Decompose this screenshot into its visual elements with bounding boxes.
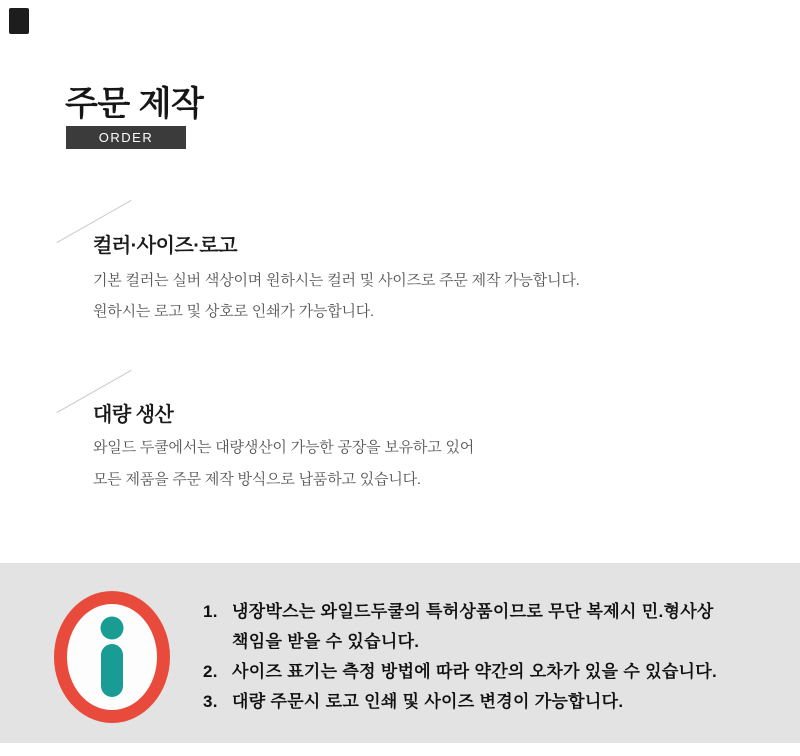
notice-item-line: 대량 주문시 로고 인쇄 및 사이즈 변경이 가능합니다. — [232, 692, 624, 711]
section-body-line: 기본 컬러는 실버 색상이며 원하시는 컬러 및 사이즈로 주문 제작 가능합니다. — [93, 272, 580, 289]
notice-item-text — [232, 687, 783, 717]
notice-item-line: 사이즈 표기는 측정 방법에 따라 약간의 오차가 있을 수 있습니다. — [232, 662, 718, 681]
notice-list — [203, 597, 783, 717]
section-body-line: 원하시는 로고 및 상호로 인쇄가 가능합니다. — [93, 303, 375, 320]
info-icon — [54, 591, 170, 723]
section-heading-mass-production: 대량 생산 — [93, 404, 174, 426]
notice-item — [203, 597, 783, 657]
order-badge — [66, 126, 186, 149]
notice-item-number: 1. — [203, 602, 218, 621]
section-body-line: 와일드 두쿨에서는 대량생산이 가능한 공장을 보유하고 있어 — [93, 439, 475, 456]
notice-item-number: 2. — [203, 662, 218, 681]
notice-item — [203, 657, 783, 687]
corner-mark — [9, 8, 29, 34]
section-heading-color-size-logo: 컬러·사이즈·로고 — [93, 235, 238, 257]
order-badge-label: ORDER — [98, 130, 154, 145]
section-body-line: 모든 제품을 주문 제작 방식으로 납품하고 있습니다. — [93, 471, 421, 488]
notice-item — [203, 687, 783, 717]
page-title: 주문 제작 — [65, 85, 204, 123]
notice-item-line: 냉장박스는 와일드두쿨의 특허상품이므로 무단 복제시 민.형사상 — [232, 602, 714, 621]
notice-item-number: 3. — [203, 692, 218, 711]
notice-item-text — [232, 657, 783, 687]
notice-item-line: 책임을 받을 수 있습니다. — [232, 632, 420, 651]
notice-item-text — [232, 597, 783, 657]
